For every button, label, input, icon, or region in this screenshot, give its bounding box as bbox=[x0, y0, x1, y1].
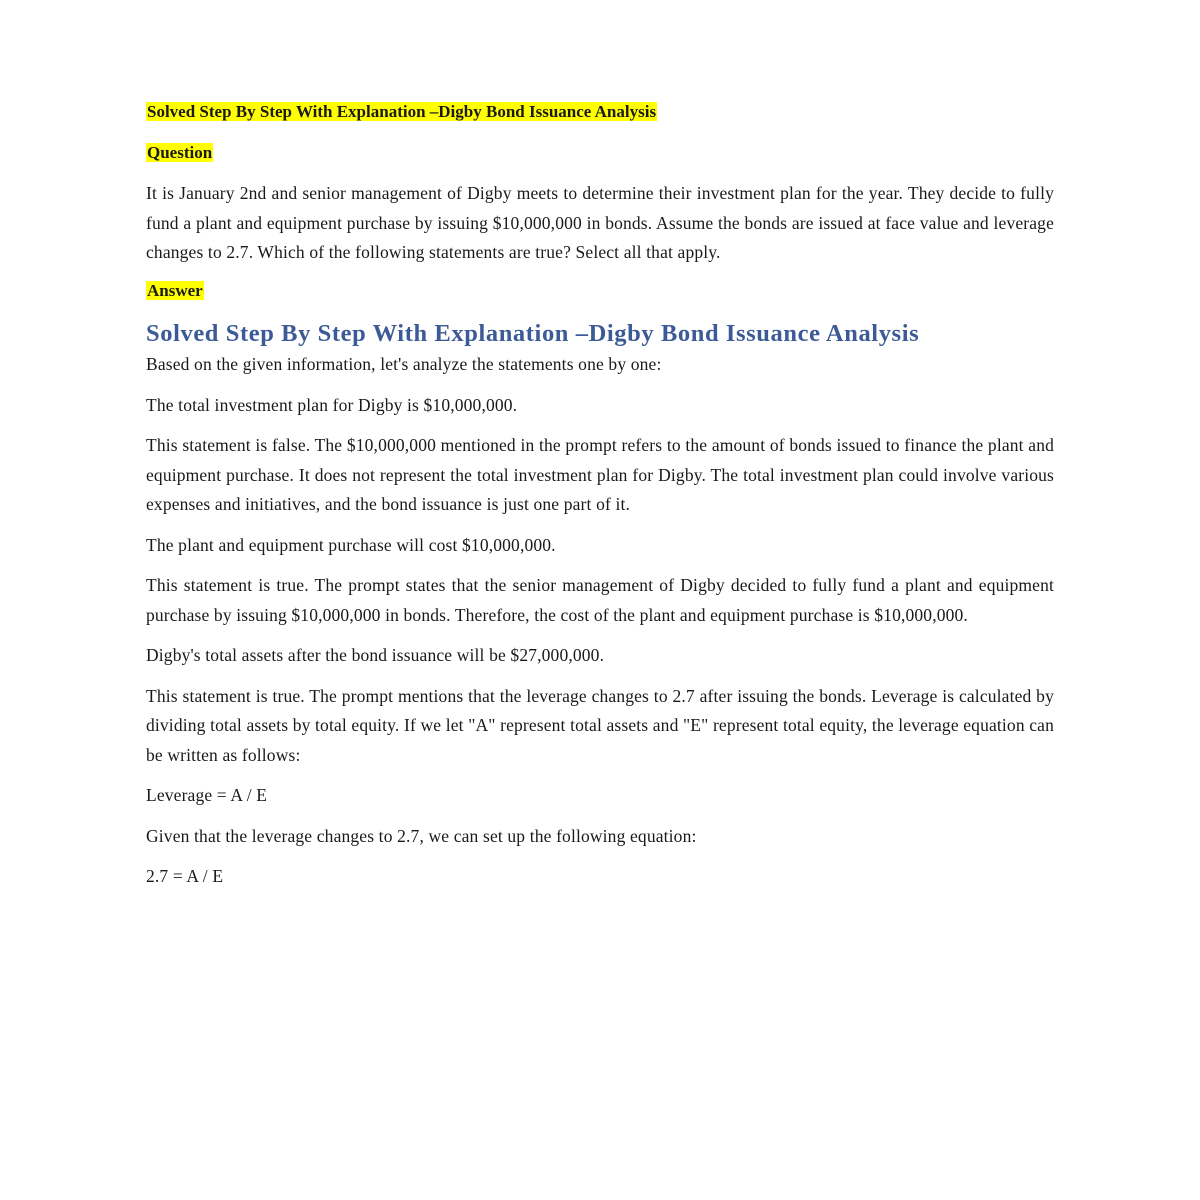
question-label: Question bbox=[147, 143, 213, 162]
document-title-line bbox=[146, 101, 1054, 122]
paragraph-intro: Based on the given information, let's analyze the statements one by one: bbox=[146, 354, 662, 374]
equation-setup-text: Given that the leverage changes to 2.7, we can set up the following equation: bbox=[146, 825, 697, 846]
answer-heading: Solved Step By Step With Explanation –Digby Bond Issuance Analysis bbox=[146, 319, 920, 347]
answer-label-line bbox=[146, 280, 1054, 301]
statement-3: Digby's total assets after the bond issuance will be $27,000,000. bbox=[146, 645, 605, 665]
explanation-2: This statement is true. The prompt states that the senior management of Digby decided to fully fund a plant and equipment purchase by issuing $10,000,000 in bonds. Therefore, the cost of the plant and equipment purchase is $10,000,000. bbox=[146, 575, 1054, 625]
statement-2: The plant and equipment purchase will cost $10,000,000. bbox=[146, 534, 556, 555]
leverage-value-equation: 2.7 = A / E bbox=[146, 866, 224, 886]
explanation-1: This statement is false. The $10,000,000 mentioned in the prompt refers to the amount of bonds issued to finance the plant and equipment purchase. It does not represent the total investment plan for Digby. The total investment plan could involve various expenses and initiatives, and the bond issuance is just one part of it. bbox=[146, 435, 1054, 514]
question-label-line bbox=[146, 142, 1054, 163]
leverage-equation: Leverage = A / E bbox=[146, 785, 268, 805]
document-page bbox=[146, 98, 1054, 892]
statement-1: The total investment plan for Digby is $10,000,000. bbox=[146, 394, 518, 415]
document-title: Solved Step By Step With Explanation –Digby Bond Issuance Analysis bbox=[147, 102, 657, 121]
explanation-3: This statement is true. The prompt mentions that the leverage changes to 2.7 after issuing the bonds. Leverage is calculated by dividing total assets by total equity. If we let "A" represent total assets and "E" represent total equity, the leverage equation can be written as follows: bbox=[146, 685, 1054, 765]
question-text: It is January 2nd and senior management of Digby meets to determine their investment plan for the year. They decide to fully fund a plant and equipment purchase by issuing $10,000,000 in bonds. Assume the bonds are issued at face value and leverage changes to 2.7. Which of the following statements are true? Select all that apply. bbox=[146, 183, 1054, 262]
answer-label: Answer bbox=[147, 280, 203, 300]
